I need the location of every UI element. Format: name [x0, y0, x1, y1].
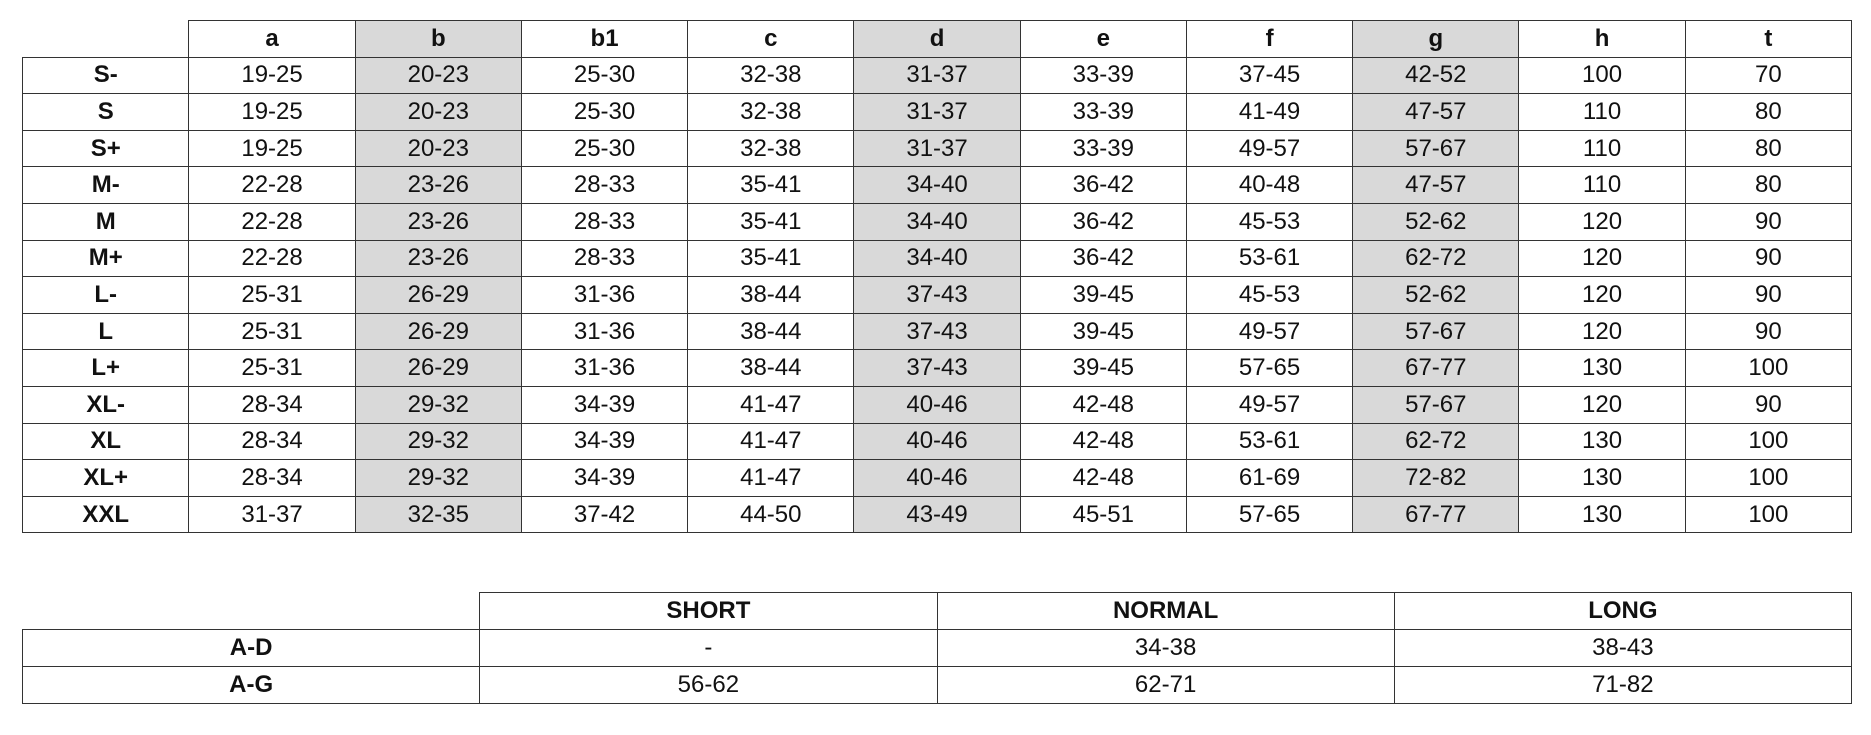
measurement-cell: 37-43 — [854, 350, 1020, 387]
size-label: S — [23, 94, 189, 131]
measurement-cell: 41-47 — [688, 460, 854, 497]
measurement-cell: 32-35 — [355, 496, 521, 533]
size-header-row — [23, 21, 1852, 58]
table-row — [23, 203, 1852, 240]
measurement-cell: 32-38 — [688, 57, 854, 94]
size-label: XXL — [23, 496, 189, 533]
measurement-cell: 90 — [1685, 240, 1851, 277]
size-label: XL+ — [23, 460, 189, 497]
measurement-cell: 67-77 — [1353, 350, 1519, 387]
measurement-cell: 20-23 — [355, 57, 521, 94]
measurement-cell: 130 — [1519, 496, 1685, 533]
measurement-cell: 19-25 — [189, 57, 355, 94]
measurement-cell: 80 — [1685, 94, 1851, 131]
measurement-cell: 40-46 — [854, 386, 1020, 423]
length-label: A-G — [23, 667, 480, 704]
table-row — [23, 667, 1852, 704]
table-row — [23, 423, 1852, 460]
corner-cell — [23, 21, 189, 58]
measurement-cell: 38-44 — [688, 313, 854, 350]
measurement-cell: 62-72 — [1353, 240, 1519, 277]
measurement-cell: 49-57 — [1186, 313, 1352, 350]
measurement-cell: 57-67 — [1353, 313, 1519, 350]
measurement-cell: 20-23 — [355, 130, 521, 167]
measurement-cell: 26-29 — [355, 277, 521, 314]
measurement-cell: 57-65 — [1186, 350, 1352, 387]
measurement-cell: 38-44 — [688, 277, 854, 314]
measurement-cell: 70 — [1685, 57, 1851, 94]
column-header-h: h — [1519, 21, 1685, 58]
measurement-cell: 19-25 — [189, 130, 355, 167]
measurement-cell: 34-39 — [521, 460, 687, 497]
measurement-cell: 100 — [1685, 350, 1851, 387]
measurement-cell: 53-61 — [1186, 423, 1352, 460]
measurement-cell: 40-46 — [854, 460, 1020, 497]
size-label: XL — [23, 423, 189, 460]
measurement-cell: 38-44 — [688, 350, 854, 387]
corner-cell — [23, 593, 480, 630]
measurement-cell: 29-32 — [355, 423, 521, 460]
measurement-cell: 53-61 — [1186, 240, 1352, 277]
measurement-cell: 52-62 — [1353, 277, 1519, 314]
table-row — [23, 130, 1852, 167]
measurement-cell: 33-39 — [1020, 94, 1186, 131]
column-header-t: t — [1685, 21, 1851, 58]
column-header-normal: NORMAL — [937, 593, 1394, 630]
table-row — [23, 313, 1852, 350]
length-cell: 56-62 — [480, 667, 937, 704]
measurement-cell: 34-40 — [854, 203, 1020, 240]
measurement-cell: 49-57 — [1186, 386, 1352, 423]
measurement-cell: 34-40 — [854, 167, 1020, 204]
measurement-cell: 34-40 — [854, 240, 1020, 277]
measurement-cell: 34-39 — [521, 423, 687, 460]
measurement-cell: 29-32 — [355, 460, 521, 497]
column-header-long: LONG — [1394, 593, 1851, 630]
measurement-cell: 62-72 — [1353, 423, 1519, 460]
measurement-cell: 28-34 — [189, 460, 355, 497]
measurement-cell: 31-36 — [521, 277, 687, 314]
measurement-cell: 35-41 — [688, 167, 854, 204]
measurement-cell: 45-53 — [1186, 203, 1352, 240]
measurement-cell: 25-31 — [189, 313, 355, 350]
measurement-cell: 120 — [1519, 313, 1685, 350]
column-header-g: g — [1353, 21, 1519, 58]
column-header-e: e — [1020, 21, 1186, 58]
measurement-cell: 19-25 — [189, 94, 355, 131]
measurement-cell: 120 — [1519, 386, 1685, 423]
measurement-cell: 120 — [1519, 240, 1685, 277]
table-row — [23, 496, 1852, 533]
measurement-cell: 80 — [1685, 130, 1851, 167]
measurement-cell: 47-57 — [1353, 167, 1519, 204]
column-header-short: SHORT — [480, 593, 937, 630]
measurement-cell: 90 — [1685, 277, 1851, 314]
measurement-cell: 37-45 — [1186, 57, 1352, 94]
measurement-cell: 49-57 — [1186, 130, 1352, 167]
size-label: XL- — [23, 386, 189, 423]
measurement-cell: 31-36 — [521, 313, 687, 350]
measurement-cell: 47-57 — [1353, 94, 1519, 131]
measurement-cell: 100 — [1685, 460, 1851, 497]
table-row — [23, 94, 1852, 131]
length-cell: 38-43 — [1394, 630, 1851, 667]
measurement-cell: 31-37 — [854, 57, 1020, 94]
measurement-cell: 42-48 — [1020, 460, 1186, 497]
size-table-body — [23, 57, 1852, 533]
length-chart-table — [22, 592, 1852, 704]
measurement-cell: 110 — [1519, 130, 1685, 167]
measurement-cell: 23-26 — [355, 167, 521, 204]
size-label: L — [23, 313, 189, 350]
length-cell: 62-71 — [937, 667, 1394, 704]
length-table-header — [23, 593, 1852, 630]
measurement-cell: 100 — [1685, 496, 1851, 533]
measurement-cell: 22-28 — [189, 240, 355, 277]
measurement-cell: 23-26 — [355, 240, 521, 277]
column-header-f: f — [1186, 21, 1352, 58]
measurement-cell: 25-30 — [521, 57, 687, 94]
measurement-cell: 120 — [1519, 203, 1685, 240]
measurement-cell: 120 — [1519, 277, 1685, 314]
table-row — [23, 240, 1852, 277]
measurement-cell: 80 — [1685, 167, 1851, 204]
measurement-cell: 67-77 — [1353, 496, 1519, 533]
measurement-cell: 100 — [1685, 423, 1851, 460]
measurement-cell: 28-34 — [189, 423, 355, 460]
measurement-cell: 52-62 — [1353, 203, 1519, 240]
column-header-b: b — [355, 21, 521, 58]
measurement-cell: 25-31 — [189, 350, 355, 387]
column-header-c: c — [688, 21, 854, 58]
size-label: L- — [23, 277, 189, 314]
column-header-d: d — [854, 21, 1020, 58]
measurement-cell: 57-67 — [1353, 386, 1519, 423]
length-header-row — [23, 593, 1852, 630]
measurement-cell: 72-82 — [1353, 460, 1519, 497]
table-row — [23, 460, 1852, 497]
measurement-cell: 40-46 — [854, 423, 1020, 460]
size-chart-table — [22, 20, 1852, 533]
measurement-cell: 31-36 — [521, 350, 687, 387]
measurement-cell: 57-65 — [1186, 496, 1352, 533]
size-label: M — [23, 203, 189, 240]
column-header-b1: b1 — [521, 21, 687, 58]
length-cell: 34-38 — [937, 630, 1394, 667]
measurement-cell: 36-42 — [1020, 167, 1186, 204]
size-label: L+ — [23, 350, 189, 387]
measurement-cell: 28-34 — [189, 386, 355, 423]
measurement-cell: 45-51 — [1020, 496, 1186, 533]
measurement-cell: 41-49 — [1186, 94, 1352, 131]
measurement-cell: 25-30 — [521, 94, 687, 131]
table-row — [23, 277, 1852, 314]
measurement-cell: 31-37 — [189, 496, 355, 533]
length-label: A-D — [23, 630, 480, 667]
size-label: M+ — [23, 240, 189, 277]
measurement-cell: 42-52 — [1353, 57, 1519, 94]
measurement-cell: 37-43 — [854, 313, 1020, 350]
measurement-cell: 31-37 — [854, 130, 1020, 167]
length-cell: 71-82 — [1394, 667, 1851, 704]
measurement-cell: 42-48 — [1020, 386, 1186, 423]
measurement-cell: 36-42 — [1020, 240, 1186, 277]
measurement-cell: 35-41 — [688, 203, 854, 240]
table-row — [23, 386, 1852, 423]
measurement-cell: 43-49 — [854, 496, 1020, 533]
measurement-cell: 110 — [1519, 94, 1685, 131]
length-cell: - — [480, 630, 937, 667]
measurement-cell: 28-33 — [521, 240, 687, 277]
measurement-cell: 44-50 — [688, 496, 854, 533]
table-row — [23, 57, 1852, 94]
measurement-cell: 45-53 — [1186, 277, 1352, 314]
measurement-cell: 33-39 — [1020, 130, 1186, 167]
measurement-cell: 40-48 — [1186, 167, 1352, 204]
measurement-cell: 39-45 — [1020, 313, 1186, 350]
measurement-cell: 41-47 — [688, 386, 854, 423]
measurement-cell: 39-45 — [1020, 350, 1186, 387]
measurement-cell: 90 — [1685, 203, 1851, 240]
table-row — [23, 630, 1852, 667]
measurement-cell: 42-48 — [1020, 423, 1186, 460]
measurement-cell: 110 — [1519, 167, 1685, 204]
measurement-cell: 28-33 — [521, 167, 687, 204]
measurement-cell: 23-26 — [355, 203, 521, 240]
measurement-cell: 25-31 — [189, 277, 355, 314]
measurement-cell: 41-47 — [688, 423, 854, 460]
measurement-cell: 22-28 — [189, 203, 355, 240]
measurement-cell: 32-38 — [688, 130, 854, 167]
measurement-cell: 130 — [1519, 460, 1685, 497]
table-row — [23, 167, 1852, 204]
measurement-cell: 33-39 — [1020, 57, 1186, 94]
measurement-cell: 61-69 — [1186, 460, 1352, 497]
measurement-cell: 57-67 — [1353, 130, 1519, 167]
measurement-cell: 29-32 — [355, 386, 521, 423]
size-label: S- — [23, 57, 189, 94]
measurement-cell: 90 — [1685, 313, 1851, 350]
measurement-cell: 20-23 — [355, 94, 521, 131]
length-table-body — [23, 630, 1852, 704]
size-label: M- — [23, 167, 189, 204]
measurement-cell: 39-45 — [1020, 277, 1186, 314]
measurement-cell: 35-41 — [688, 240, 854, 277]
measurement-cell: 25-30 — [521, 130, 687, 167]
measurement-cell: 90 — [1685, 386, 1851, 423]
measurement-cell: 26-29 — [355, 350, 521, 387]
measurement-cell: 34-39 — [521, 386, 687, 423]
measurement-cell: 100 — [1519, 57, 1685, 94]
table-row — [23, 350, 1852, 387]
measurement-cell: 130 — [1519, 350, 1685, 387]
measurement-cell: 26-29 — [355, 313, 521, 350]
measurement-cell: 22-28 — [189, 167, 355, 204]
measurement-cell: 37-43 — [854, 277, 1020, 314]
measurement-cell: 28-33 — [521, 203, 687, 240]
measurement-cell: 31-37 — [854, 94, 1020, 131]
measurement-cell: 32-38 — [688, 94, 854, 131]
size-table-header — [23, 21, 1852, 58]
measurement-cell: 37-42 — [521, 496, 687, 533]
measurement-cell: 36-42 — [1020, 203, 1186, 240]
column-header-a: a — [189, 21, 355, 58]
measurement-cell: 130 — [1519, 423, 1685, 460]
size-label: S+ — [23, 130, 189, 167]
